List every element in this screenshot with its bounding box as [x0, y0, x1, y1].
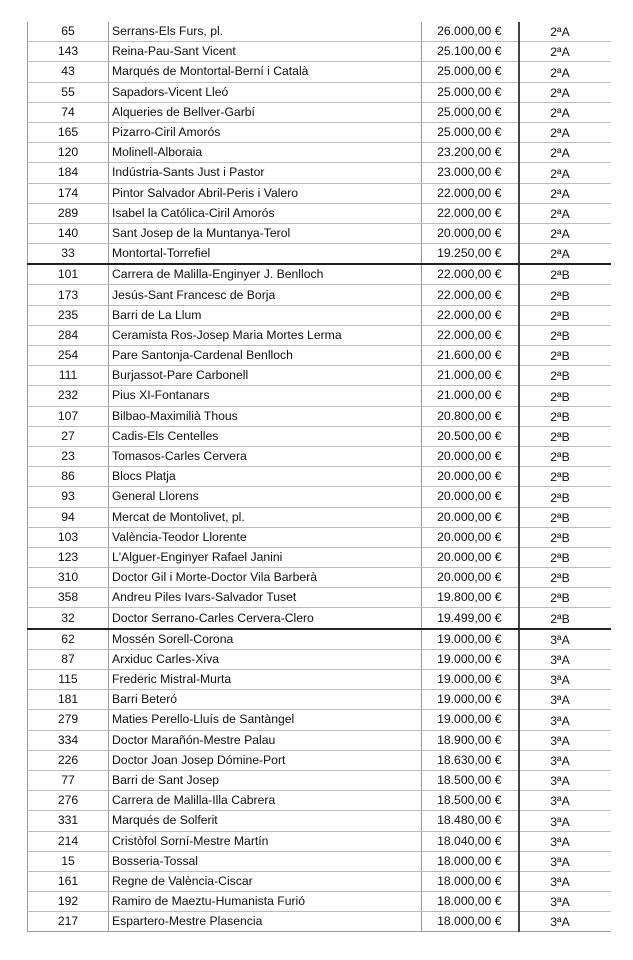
row-amount: 21.600,00 €: [422, 346, 519, 366]
table-row: [28, 183, 611, 203]
row-id: 217: [28, 912, 109, 932]
row-id: 111: [28, 366, 109, 386]
row-amount: 22.000,00 €: [422, 203, 519, 223]
row-category: 3ªA: [519, 831, 611, 851]
table-row: [28, 588, 611, 608]
row-name: Molinell-Alboraia: [109, 143, 422, 163]
row-amount: 20.000,00 €: [422, 568, 519, 588]
table-row: [28, 102, 611, 122]
row-id: 87: [28, 649, 109, 669]
row-category: 2ªB: [519, 568, 611, 588]
row-category: 2ªB: [519, 426, 611, 446]
row-category: 2ªA: [519, 223, 611, 243]
table-row: [28, 386, 611, 406]
row-amount: 25.000,00 €: [422, 82, 519, 102]
row-name: Andreu Piles Ivars-Salvador Tuset: [109, 588, 422, 608]
table-row: [28, 912, 611, 932]
table-row: [28, 406, 611, 426]
row-name: General Llorens: [109, 487, 422, 507]
table-row: [28, 871, 611, 891]
table-row: [28, 163, 611, 183]
row-amount: 18.500,00 €: [422, 770, 519, 790]
row-name: Doctor Marañón-Mestre Palau: [109, 730, 422, 750]
table-row: [28, 467, 611, 487]
row-amount: 18.040,00 €: [422, 831, 519, 851]
row-name: Marqués de Montortal-Berní i Català: [109, 62, 422, 82]
table-row: [28, 244, 611, 265]
row-id: 331: [28, 811, 109, 831]
row-id: 310: [28, 568, 109, 588]
row-category: 2ªA: [519, 183, 611, 203]
row-id: 93: [28, 487, 109, 507]
row-category: 3ªA: [519, 892, 611, 912]
row-name: Sapadors-Vicent Lleó: [109, 82, 422, 102]
row-id: 181: [28, 690, 109, 710]
row-name: Bosseria-Tossal: [109, 851, 422, 871]
table-body: [28, 22, 611, 932]
table-row: [28, 568, 611, 588]
row-id: 161: [28, 871, 109, 891]
row-id: 226: [28, 750, 109, 770]
row-name: Barri de La Llum: [109, 305, 422, 325]
table-row: [28, 285, 611, 305]
row-name: L'Alguer-Enginyer Rafael Janini: [109, 547, 422, 567]
row-category: 2ªA: [519, 62, 611, 82]
table-row: [28, 42, 611, 62]
table-row: [28, 710, 611, 730]
row-id: 32: [28, 608, 109, 629]
table-row: [28, 851, 611, 871]
row-id: 214: [28, 831, 109, 851]
row-amount: 20.000,00 €: [422, 547, 519, 567]
row-amount: 25.000,00 €: [422, 62, 519, 82]
table-row: [28, 122, 611, 142]
row-amount: 18.480,00 €: [422, 811, 519, 831]
row-amount: 22.000,00 €: [422, 264, 519, 285]
row-id: 27: [28, 426, 109, 446]
row-id: 120: [28, 143, 109, 163]
row-category: 3ªA: [519, 750, 611, 770]
row-name: Isabel la Católica-Ciril Amorós: [109, 203, 422, 223]
row-name: Indústria-Sants Just i Pastor: [109, 163, 422, 183]
row-id: 33: [28, 244, 109, 265]
row-amount: 20.000,00 €: [422, 487, 519, 507]
row-id: 184: [28, 163, 109, 183]
table-row: [28, 82, 611, 102]
table-row: [28, 791, 611, 811]
row-name: Maties Perello-Lluís de Santàngel: [109, 710, 422, 730]
row-amount: 22.000,00 €: [422, 183, 519, 203]
row-category: 2ªA: [519, 203, 611, 223]
row-category: 2ªA: [519, 143, 611, 163]
row-id: 115: [28, 670, 109, 690]
row-amount: 25.100,00 €: [422, 42, 519, 62]
row-amount: 23.000,00 €: [422, 163, 519, 183]
row-category: 2ªB: [519, 325, 611, 345]
row-category: 3ªA: [519, 791, 611, 811]
row-amount: 19.000,00 €: [422, 670, 519, 690]
row-name: Pius XI-Fontanars: [109, 386, 422, 406]
row-name: Mossén Sorell-Corona: [109, 629, 422, 650]
table-row: [28, 346, 611, 366]
row-amount: 25.000,00 €: [422, 102, 519, 122]
row-name: Tomasos-Carles Cervera: [109, 446, 422, 466]
row-id: 140: [28, 223, 109, 243]
row-category: 2ªB: [519, 386, 611, 406]
row-id: 23: [28, 446, 109, 466]
row-name: Barri de Sant Josep: [109, 770, 422, 790]
row-id: 165: [28, 122, 109, 142]
row-amount: 20.000,00 €: [422, 507, 519, 527]
row-category: 2ªB: [519, 305, 611, 325]
row-category: 2ªB: [519, 507, 611, 527]
table-row: [28, 811, 611, 831]
row-amount: 20.000,00 €: [422, 223, 519, 243]
row-category: 2ªA: [519, 163, 611, 183]
row-amount: 18.900,00 €: [422, 730, 519, 750]
row-amount: 20.800,00 €: [422, 406, 519, 426]
row-category: 3ªA: [519, 649, 611, 669]
row-category: 2ªB: [519, 446, 611, 466]
row-name: Pare Santonja-Cardenal Benlloch: [109, 346, 422, 366]
table-row: [28, 770, 611, 790]
market-prices-table: [27, 22, 611, 932]
row-id: 254: [28, 346, 109, 366]
row-id: 232: [28, 386, 109, 406]
table-row: [28, 527, 611, 547]
row-name: Cadis-Els Centelles: [109, 426, 422, 446]
table-row: [28, 547, 611, 567]
row-name: Doctor Joan Josep Dómine-Port: [109, 750, 422, 770]
row-name: Carrera de Malilla-Enginyer J. Benlloch: [109, 264, 422, 285]
table-row: [28, 22, 611, 42]
row-amount: 19.250,00 €: [422, 244, 519, 265]
row-name: Blocs Platja: [109, 467, 422, 487]
row-amount: 19.000,00 €: [422, 710, 519, 730]
row-amount: 20.000,00 €: [422, 527, 519, 547]
row-amount: 19.000,00 €: [422, 690, 519, 710]
row-name: Barri Beteró: [109, 690, 422, 710]
row-id: 94: [28, 507, 109, 527]
row-name: Bilbao-Maximilià Thous: [109, 406, 422, 426]
row-id: 55: [28, 82, 109, 102]
row-amount: 18.000,00 €: [422, 871, 519, 891]
row-id: 86: [28, 467, 109, 487]
table-row: [28, 305, 611, 325]
row-category: 3ªA: [519, 690, 611, 710]
table-row: [28, 670, 611, 690]
row-category: 2ªB: [519, 285, 611, 305]
row-category: 2ªB: [519, 366, 611, 386]
row-id: 101: [28, 264, 109, 285]
table-row: [28, 892, 611, 912]
row-category: 2ªB: [519, 264, 611, 285]
row-amount: 18.500,00 €: [422, 791, 519, 811]
table-row: [28, 264, 611, 285]
row-name: Sant Josep de la Muntanya-Terol: [109, 223, 422, 243]
row-id: 276: [28, 791, 109, 811]
table-row: [28, 143, 611, 163]
row-amount: 18.000,00 €: [422, 851, 519, 871]
row-id: 173: [28, 285, 109, 305]
row-name: Espartero-Mestre Plasencia: [109, 912, 422, 932]
row-name: Regne de València-Ciscar: [109, 871, 422, 891]
table-row: [28, 426, 611, 446]
row-name: Alqueries de Bellver-Garbí: [109, 102, 422, 122]
row-category: 3ªA: [519, 629, 611, 650]
table-row: [28, 649, 611, 669]
row-amount: 22.000,00 €: [422, 305, 519, 325]
row-category: 2ªA: [519, 22, 611, 42]
table-row: [28, 446, 611, 466]
row-category: 3ªA: [519, 811, 611, 831]
row-amount: 19.000,00 €: [422, 649, 519, 669]
row-id: 334: [28, 730, 109, 750]
table-row: [28, 507, 611, 527]
table-row: [28, 730, 611, 750]
row-name: Frederic Mistral-Murta: [109, 670, 422, 690]
row-category: 3ªA: [519, 670, 611, 690]
row-category: 2ªA: [519, 82, 611, 102]
row-category: 3ªA: [519, 912, 611, 932]
row-id: 74: [28, 102, 109, 122]
row-id: 77: [28, 770, 109, 790]
row-id: 43: [28, 62, 109, 82]
row-amount: 22.000,00 €: [422, 285, 519, 305]
row-name: Arxiduc Carles-Xiva: [109, 649, 422, 669]
row-name: Ceramista Ros-Josep Maria Mortes Lerma: [109, 325, 422, 345]
table-row: [28, 223, 611, 243]
row-name: Cristòfol Sorní-Mestre Martín: [109, 831, 422, 851]
row-id: 358: [28, 588, 109, 608]
table-row: [28, 203, 611, 223]
row-category: 3ªA: [519, 770, 611, 790]
row-category: 2ªB: [519, 467, 611, 487]
table-row: [28, 690, 611, 710]
row-name: Montortal-Torrefiel: [109, 244, 422, 265]
row-name: Ramiro de Maeztu-Humanista Furió: [109, 892, 422, 912]
row-category: 2ªB: [519, 406, 611, 426]
row-category: 2ªB: [519, 608, 611, 629]
row-id: 65: [28, 22, 109, 42]
row-name: Marqués de Solferit: [109, 811, 422, 831]
row-amount: 19.800,00 €: [422, 588, 519, 608]
row-amount: 19.000,00 €: [422, 629, 519, 650]
row-category: 2ªA: [519, 122, 611, 142]
row-id: 62: [28, 629, 109, 650]
row-amount: 20.000,00 €: [422, 467, 519, 487]
row-id: 289: [28, 203, 109, 223]
table-row: [28, 608, 611, 629]
row-category: 2ªB: [519, 527, 611, 547]
row-amount: 25.000,00 €: [422, 122, 519, 142]
row-amount: 18.000,00 €: [422, 892, 519, 912]
row-amount: 21.000,00 €: [422, 366, 519, 386]
row-amount: 18.000,00 €: [422, 912, 519, 932]
table-row: [28, 62, 611, 82]
row-amount: 22.000,00 €: [422, 325, 519, 345]
row-category: 2ªA: [519, 244, 611, 265]
row-name: Burjassot-Pare Carbonell: [109, 366, 422, 386]
row-name: Serrans-Els Furs, pl.: [109, 22, 422, 42]
row-name: Doctor Serrano-Carles Cervera-Clero: [109, 608, 422, 629]
row-id: 174: [28, 183, 109, 203]
row-name: Pintor Salvador Abril-Peris i Valero: [109, 183, 422, 203]
row-category: 2ªA: [519, 42, 611, 62]
row-category: 2ªB: [519, 487, 611, 507]
row-category: 2ªB: [519, 588, 611, 608]
row-category: 2ªA: [519, 102, 611, 122]
row-name: Mercat de Montolivet, pl.: [109, 507, 422, 527]
row-name: Doctor Gil i Morte-Doctor Vila Barberà: [109, 568, 422, 588]
row-category: 3ªA: [519, 710, 611, 730]
row-id: 123: [28, 547, 109, 567]
table-row: [28, 366, 611, 386]
row-name: Carrera de Malilla-Illa Cabrera: [109, 791, 422, 811]
row-category: 3ªA: [519, 851, 611, 871]
row-amount: 20.500,00 €: [422, 426, 519, 446]
row-id: 284: [28, 325, 109, 345]
row-name: Jesús-Sant Francesc de Borja: [109, 285, 422, 305]
row-id: 143: [28, 42, 109, 62]
row-category: 2ªB: [519, 547, 611, 567]
row-category: 3ªA: [519, 730, 611, 750]
row-amount: 18.630,00 €: [422, 750, 519, 770]
row-category: 2ªB: [519, 346, 611, 366]
row-name: Pizarro-Ciril Amorós: [109, 122, 422, 142]
row-amount: 19.499,00 €: [422, 608, 519, 629]
row-amount: 21.000,00 €: [422, 386, 519, 406]
row-amount: 23.200,00 €: [422, 143, 519, 163]
table-row: [28, 750, 611, 770]
table-row: [28, 325, 611, 345]
table-row: [28, 487, 611, 507]
row-category: 3ªA: [519, 871, 611, 891]
row-name: Reina-Pau-Sant Vicent: [109, 42, 422, 62]
row-id: 279: [28, 710, 109, 730]
table-row: [28, 629, 611, 650]
row-id: 107: [28, 406, 109, 426]
row-id: 103: [28, 527, 109, 547]
row-amount: 20.000,00 €: [422, 446, 519, 466]
row-name: València-Teodor Llorente: [109, 527, 422, 547]
row-amount: 26.000,00 €: [422, 22, 519, 42]
row-id: 15: [28, 851, 109, 871]
table-row: [28, 831, 611, 851]
row-id: 235: [28, 305, 109, 325]
row-id: 192: [28, 892, 109, 912]
